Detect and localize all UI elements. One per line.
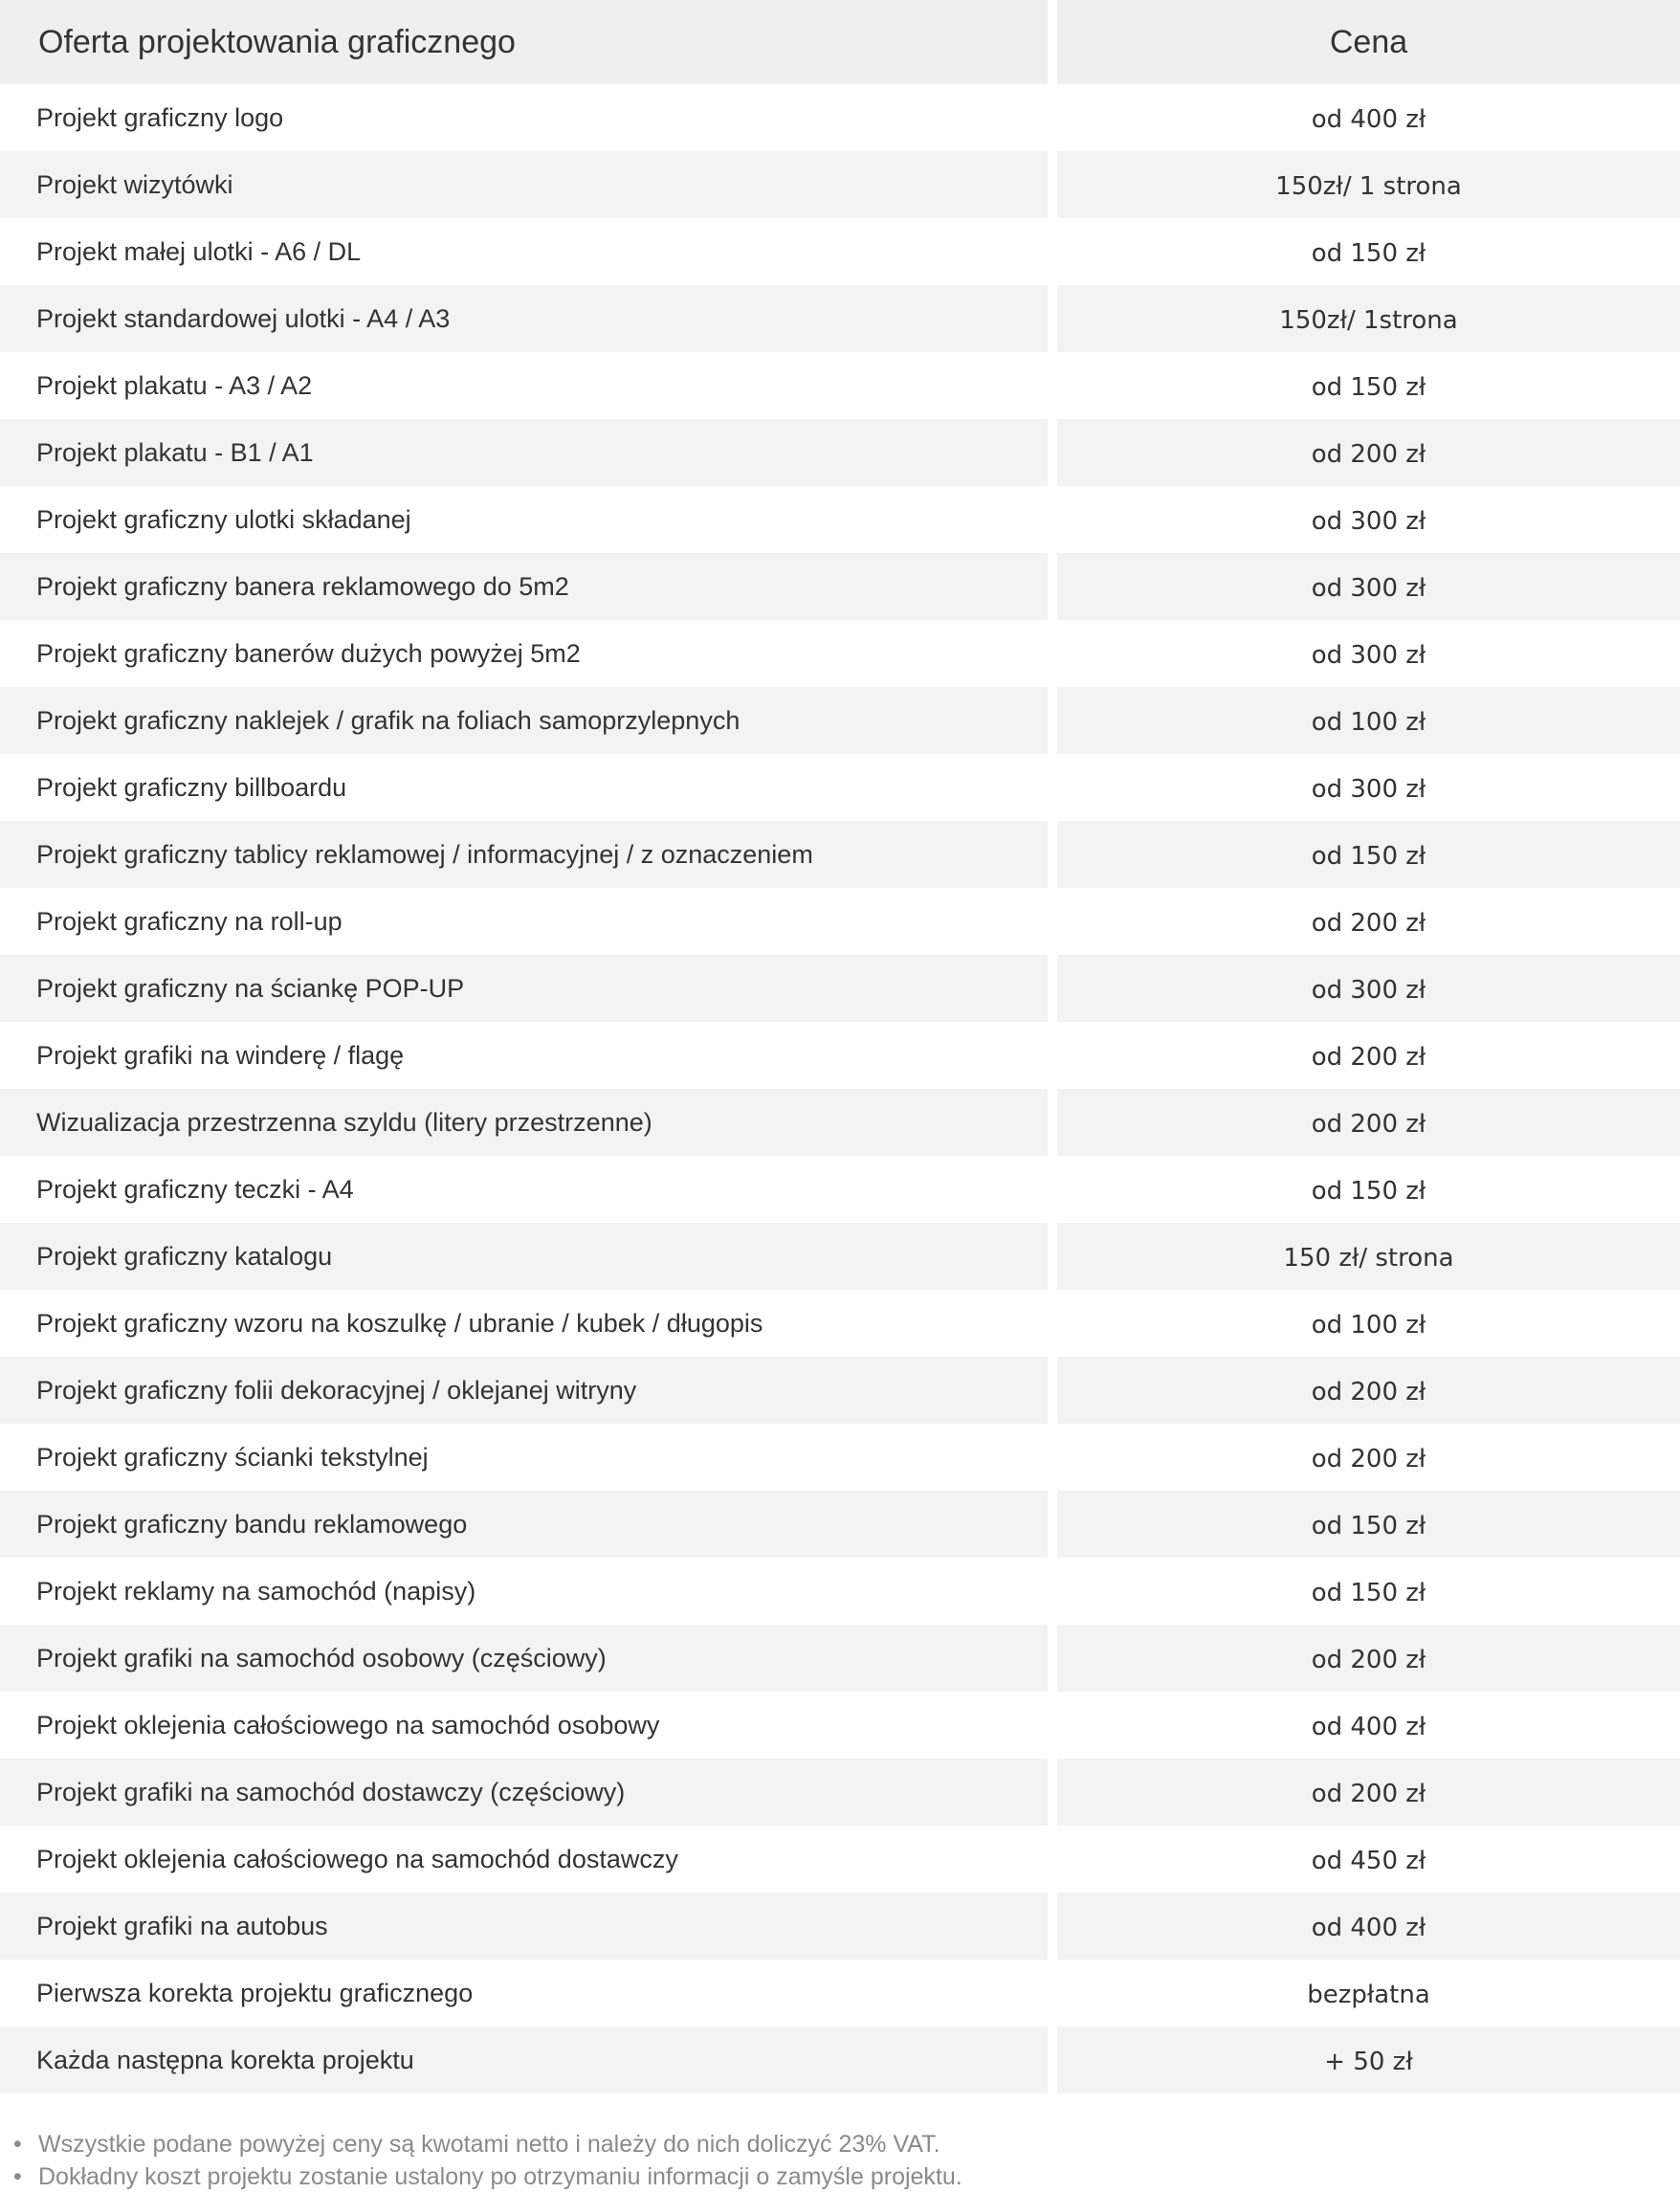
- service-name: Projekt graficzny ulotki składanej: [36, 504, 411, 534]
- service-name: Projekt wizytówki: [0, 151, 1048, 218]
- service-name: Projekt plakatu - A3 / A2: [36, 370, 313, 400]
- price-value: 150zł/ 1 strona: [1057, 151, 1680, 218]
- table-row: [0, 888, 1680, 955]
- column-gap: [1048, 1022, 1057, 1089]
- column-gap: [1048, 2027, 1057, 2093]
- table-row: [0, 1156, 1680, 1223]
- table-row: [0, 285, 1680, 352]
- price-value: od 300 zł: [1057, 553, 1680, 620]
- table-row: [0, 1625, 1680, 1692]
- table-row: [0, 821, 1680, 888]
- service-name: Projekt graficzny banerów dużych powyżej 5m2: [36, 638, 581, 668]
- column-gap: [1048, 1759, 1057, 1826]
- price-value: od 400 zł: [1057, 1893, 1680, 1960]
- price-value: od 150 zł: [1057, 821, 1680, 888]
- price-value: od 200 zł: [1311, 909, 1426, 938]
- column-gap: [1048, 419, 1057, 486]
- note-text: Wszystkie podane powyżej ceny są kwotami netto i należy do nich doliczyć 23% VAT.: [38, 2131, 940, 2158]
- service-name: Projekt graficzny naklejek / grafik na foliach samoprzylepnych: [0, 687, 1048, 754]
- price-value: od 100 zł: [1311, 1311, 1426, 1340]
- column-gap: [1048, 620, 1057, 687]
- column-gap: [1048, 84, 1057, 151]
- column-gap: [1048, 1625, 1057, 1692]
- table-row: [0, 2027, 1680, 2093]
- service-name: Projekt oklejenia całościowego na samochód osobowy: [36, 1710, 660, 1739]
- service-name: Wizualizacja przestrzenna szyldu (litery przestrzenne): [0, 1089, 1048, 1156]
- service-name: Projekt graficzny tablicy reklamowej / informacyjnej / z oznaczeniem: [0, 821, 1048, 888]
- table-row: [0, 1759, 1680, 1826]
- price-value: od 300 zł: [1311, 775, 1426, 804]
- price-value: bezpłatna: [1307, 1981, 1430, 2009]
- column-gap: [1048, 285, 1057, 352]
- table-row: [0, 419, 1680, 486]
- table-header: [0, 0, 1680, 84]
- price-value: od 150 zł: [1311, 1177, 1426, 1206]
- price-value: od 200 zł: [1057, 1357, 1680, 1424]
- price-value: 150 zł/ strona: [1057, 1223, 1680, 1290]
- column-gap: [1048, 1826, 1057, 1893]
- service-name: Projekt graficzny na ściankę POP-UP: [0, 955, 1048, 1022]
- price-value: od 150 zł: [1311, 239, 1426, 268]
- note-text: Dokładny koszt projektu zostanie ustalony po otrzymaniu informacji o zamyśle projektu.: [38, 2163, 962, 2190]
- service-name: Projekt graficzny folii dekoracyjnej / oklejanej witryny: [0, 1357, 1048, 1424]
- column-gap: [1048, 1089, 1057, 1156]
- table-row: [0, 1558, 1680, 1625]
- price-value: od 300 zł: [1311, 641, 1426, 670]
- column-gap: [1048, 151, 1057, 218]
- service-name: Projekt graficzny banera reklamowego do 5m2: [0, 553, 1048, 620]
- table-row: [0, 754, 1680, 821]
- service-name: Projekt oklejenia całościowego na samochód dostawczy: [36, 1844, 678, 1873]
- column-gap: [1048, 352, 1057, 419]
- price-value: + 50 zł: [1057, 2027, 1680, 2093]
- column-gap: [1048, 1893, 1057, 1960]
- column-gap: [1048, 218, 1057, 285]
- service-name: Projekt grafiki na autobus: [0, 1893, 1048, 1960]
- column-gap: [1048, 1156, 1057, 1223]
- service-column-header: Oferta projektowania graficznego: [0, 0, 1048, 84]
- column-gap: [1048, 486, 1057, 553]
- table-row: [0, 553, 1680, 620]
- column-gap: [1048, 754, 1057, 821]
- table-row: [0, 955, 1680, 1022]
- price-value: od 200 zł: [1057, 1759, 1680, 1826]
- table-row: [0, 84, 1680, 151]
- table-row: [0, 1491, 1680, 1558]
- bullet-icon: •: [13, 2163, 22, 2190]
- price-value: od 450 zł: [1311, 1847, 1426, 1875]
- price-value: od 400 zł: [1311, 105, 1426, 134]
- service-name: Projekt grafiki na samochód osobowy (częściowy): [0, 1625, 1048, 1692]
- table-row: [0, 486, 1680, 553]
- table-row: [0, 687, 1680, 754]
- service-name: Projekt plakatu - B1 / A1: [0, 419, 1048, 486]
- service-name: Projekt graficzny na roll-up: [36, 906, 343, 936]
- price-column-header: Cena: [1057, 0, 1680, 84]
- price-value: od 200 zł: [1311, 1445, 1426, 1473]
- service-name: Projekt graficzny bandu reklamowego: [0, 1491, 1048, 1558]
- price-value: od 150 zł: [1311, 1579, 1426, 1607]
- service-name: Projekt graficzny logo: [36, 102, 284, 132]
- table-row: [0, 352, 1680, 419]
- table-row: [0, 1960, 1680, 2027]
- table-row: [0, 1290, 1680, 1357]
- table-row: [0, 1893, 1680, 1960]
- column-gap: [1048, 687, 1057, 754]
- table-body: [0, 84, 1680, 2093]
- price-value: od 200 zł: [1057, 419, 1680, 486]
- price-value: 150zł/ 1strona: [1057, 285, 1680, 352]
- table-row: [0, 151, 1680, 218]
- table-row: [0, 1223, 1680, 1290]
- table-row: [0, 1692, 1680, 1759]
- column-gap: [1048, 1491, 1057, 1558]
- price-value: od 100 zł: [1057, 687, 1680, 754]
- service-name: Projekt graficzny wzoru na koszulkę / ubranie / kubek / długopis: [36, 1308, 763, 1338]
- column-gap: [1048, 888, 1057, 955]
- service-name: Projekt graficzny teczki - A4: [36, 1174, 354, 1204]
- column-gap: [1048, 1692, 1057, 1759]
- table-row: [0, 1022, 1680, 1089]
- column-gap: [1048, 1223, 1057, 1290]
- column-gap: [1048, 1424, 1057, 1491]
- note-item: [13, 2160, 1680, 2193]
- column-gap: [1048, 955, 1057, 1022]
- service-name: Każda następna korekta projektu: [0, 2027, 1048, 2093]
- price-value: od 200 zł: [1057, 1089, 1680, 1156]
- service-name: Projekt graficzny katalogu: [0, 1223, 1048, 1290]
- bullet-icon: •: [13, 2131, 22, 2158]
- service-name: Projekt reklamy na samochód (napisy): [36, 1576, 476, 1606]
- column-gap: [1048, 0, 1057, 84]
- service-name: Projekt grafiki na winderę / flagę: [36, 1040, 405, 1070]
- column-gap: [1048, 553, 1057, 620]
- table-row: [0, 1357, 1680, 1424]
- price-value: od 200 zł: [1311, 1043, 1426, 1072]
- service-name: Projekt grafiki na samochód dostawczy (częściowy): [0, 1759, 1048, 1826]
- table-row: [0, 218, 1680, 285]
- price-value: od 150 zł: [1311, 373, 1426, 402]
- price-value: od 150 zł: [1057, 1491, 1680, 1558]
- column-gap: [1048, 1357, 1057, 1424]
- service-name: Projekt standardowej ulotki - A4 / A3: [0, 285, 1048, 352]
- table-row: [0, 1826, 1680, 1893]
- service-name: Projekt graficzny billboardu: [36, 772, 347, 802]
- service-name: Projekt małej ulotki - A6 / DL: [36, 236, 362, 266]
- price-value: od 400 zł: [1311, 1713, 1426, 1741]
- table-row: [0, 620, 1680, 687]
- service-name: Pierwsza korekta projektu graficznego: [36, 1978, 474, 2007]
- price-value: od 300 zł: [1057, 955, 1680, 1022]
- column-gap: [1048, 1558, 1057, 1625]
- column-gap: [1048, 821, 1057, 888]
- table-row: [0, 1089, 1680, 1156]
- column-gap: [1048, 1290, 1057, 1357]
- price-value: od 300 zł: [1311, 507, 1426, 536]
- service-name: Projekt graficzny ścianki tekstylnej: [36, 1442, 429, 1472]
- table-row: [0, 1424, 1680, 1491]
- column-gap: [1048, 1960, 1057, 2027]
- price-value: od 200 zł: [1057, 1625, 1680, 1692]
- note-item: [13, 2128, 1680, 2160]
- notes-list: [11, 2128, 1680, 2193]
